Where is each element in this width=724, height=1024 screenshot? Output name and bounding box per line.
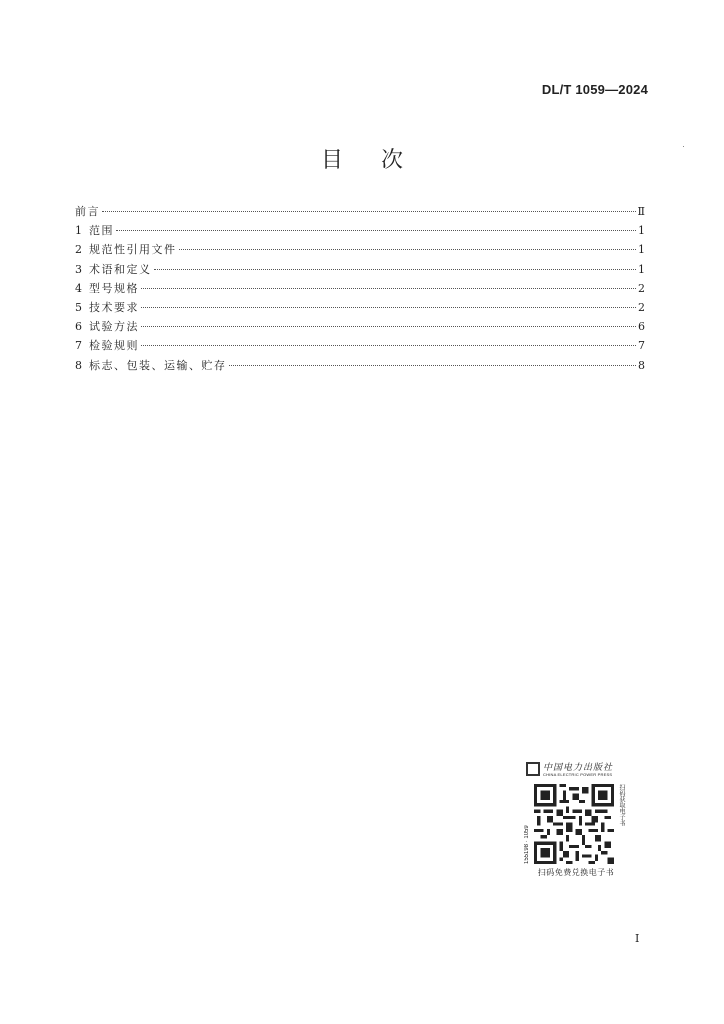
toc-entry-title: 检验规则 xyxy=(89,339,139,353)
toc-entry-page: 2 xyxy=(638,300,645,314)
publisher-name: 中国电力出版社 xyxy=(543,763,614,773)
toc-entry[interactable] xyxy=(75,202,645,221)
toc-dot-leader xyxy=(141,287,636,289)
toc-entry-number: 5 xyxy=(75,300,82,314)
toc-entry-number: 8 xyxy=(75,358,82,372)
toc-entry[interactable] xyxy=(75,240,645,259)
toc-entry[interactable] xyxy=(75,279,645,298)
toc-entry-title: 标志、包装、运输、贮存 xyxy=(89,358,227,372)
toc-entry-title: 范围 xyxy=(89,224,114,238)
toc-entry-number: 3 xyxy=(75,262,82,276)
toc-entry[interactable] xyxy=(75,298,645,317)
qr-code-icon[interactable] xyxy=(534,784,614,864)
table-of-contents xyxy=(75,202,645,375)
toc-dot-leader xyxy=(102,210,636,212)
qr-caption: 扫码免费兑换电子书 xyxy=(537,868,615,877)
toc-entry-number: 2 xyxy=(75,243,82,257)
qr-code-block xyxy=(520,760,632,882)
toc-entry-title: 规范性引用文件 xyxy=(89,243,177,257)
publisher-logo-icon xyxy=(526,762,540,776)
qr-side-text-left: 155198 · 1059 xyxy=(524,825,530,864)
toc-entry-page: 1 xyxy=(638,262,645,276)
toc-dot-leader xyxy=(141,344,636,346)
toc-dot-leader xyxy=(141,306,636,308)
publisher-mark xyxy=(526,760,626,782)
toc-entry-title: 前言 xyxy=(75,205,100,218)
toc-entry[interactable] xyxy=(75,221,645,240)
toc-entry-title: 型号规格 xyxy=(89,281,139,295)
toc-entry-title: 术语和定义 xyxy=(89,262,152,276)
toc-dot-leader xyxy=(116,229,636,231)
toc-entry-number: 4 xyxy=(75,281,82,295)
toc-entry-page: 1 xyxy=(638,243,645,257)
toc-entry-page: 8 xyxy=(638,358,645,372)
toc-entry-number: 7 xyxy=(75,339,82,353)
toc-dot-leader xyxy=(154,268,637,270)
toc-entry-page: 7 xyxy=(638,339,645,353)
qr-side-text-right: 扫码获取电子书 xyxy=(618,784,624,826)
page-title: 目次 xyxy=(320,148,441,173)
toc-entry-page: 1 xyxy=(638,224,645,238)
toc-entry[interactable] xyxy=(75,260,645,279)
page-number: I xyxy=(635,932,640,945)
toc-entry-title: 试验方法 xyxy=(89,320,139,334)
publisher-name-en: CHINA ELECTRIC POWER PRESS xyxy=(543,772,613,777)
toc-dot-leader xyxy=(179,248,637,250)
toc-entry-number: 6 xyxy=(75,320,82,334)
toc-entry-page: 6 xyxy=(638,320,645,334)
toc-entry-page: Ⅱ xyxy=(637,205,645,218)
toc-entry[interactable] xyxy=(75,356,645,375)
toc-entry-number: 1 xyxy=(75,224,82,238)
toc-dot-leader xyxy=(141,325,636,327)
toc-dot-leader xyxy=(229,364,637,366)
toc-entry[interactable] xyxy=(75,317,645,336)
standard-code: DL/T 1059—2024 xyxy=(541,82,648,97)
toc-entry-title: 技术要求 xyxy=(89,300,139,314)
toc-entry-page: 2 xyxy=(638,281,645,295)
toc-entry[interactable] xyxy=(75,336,645,355)
